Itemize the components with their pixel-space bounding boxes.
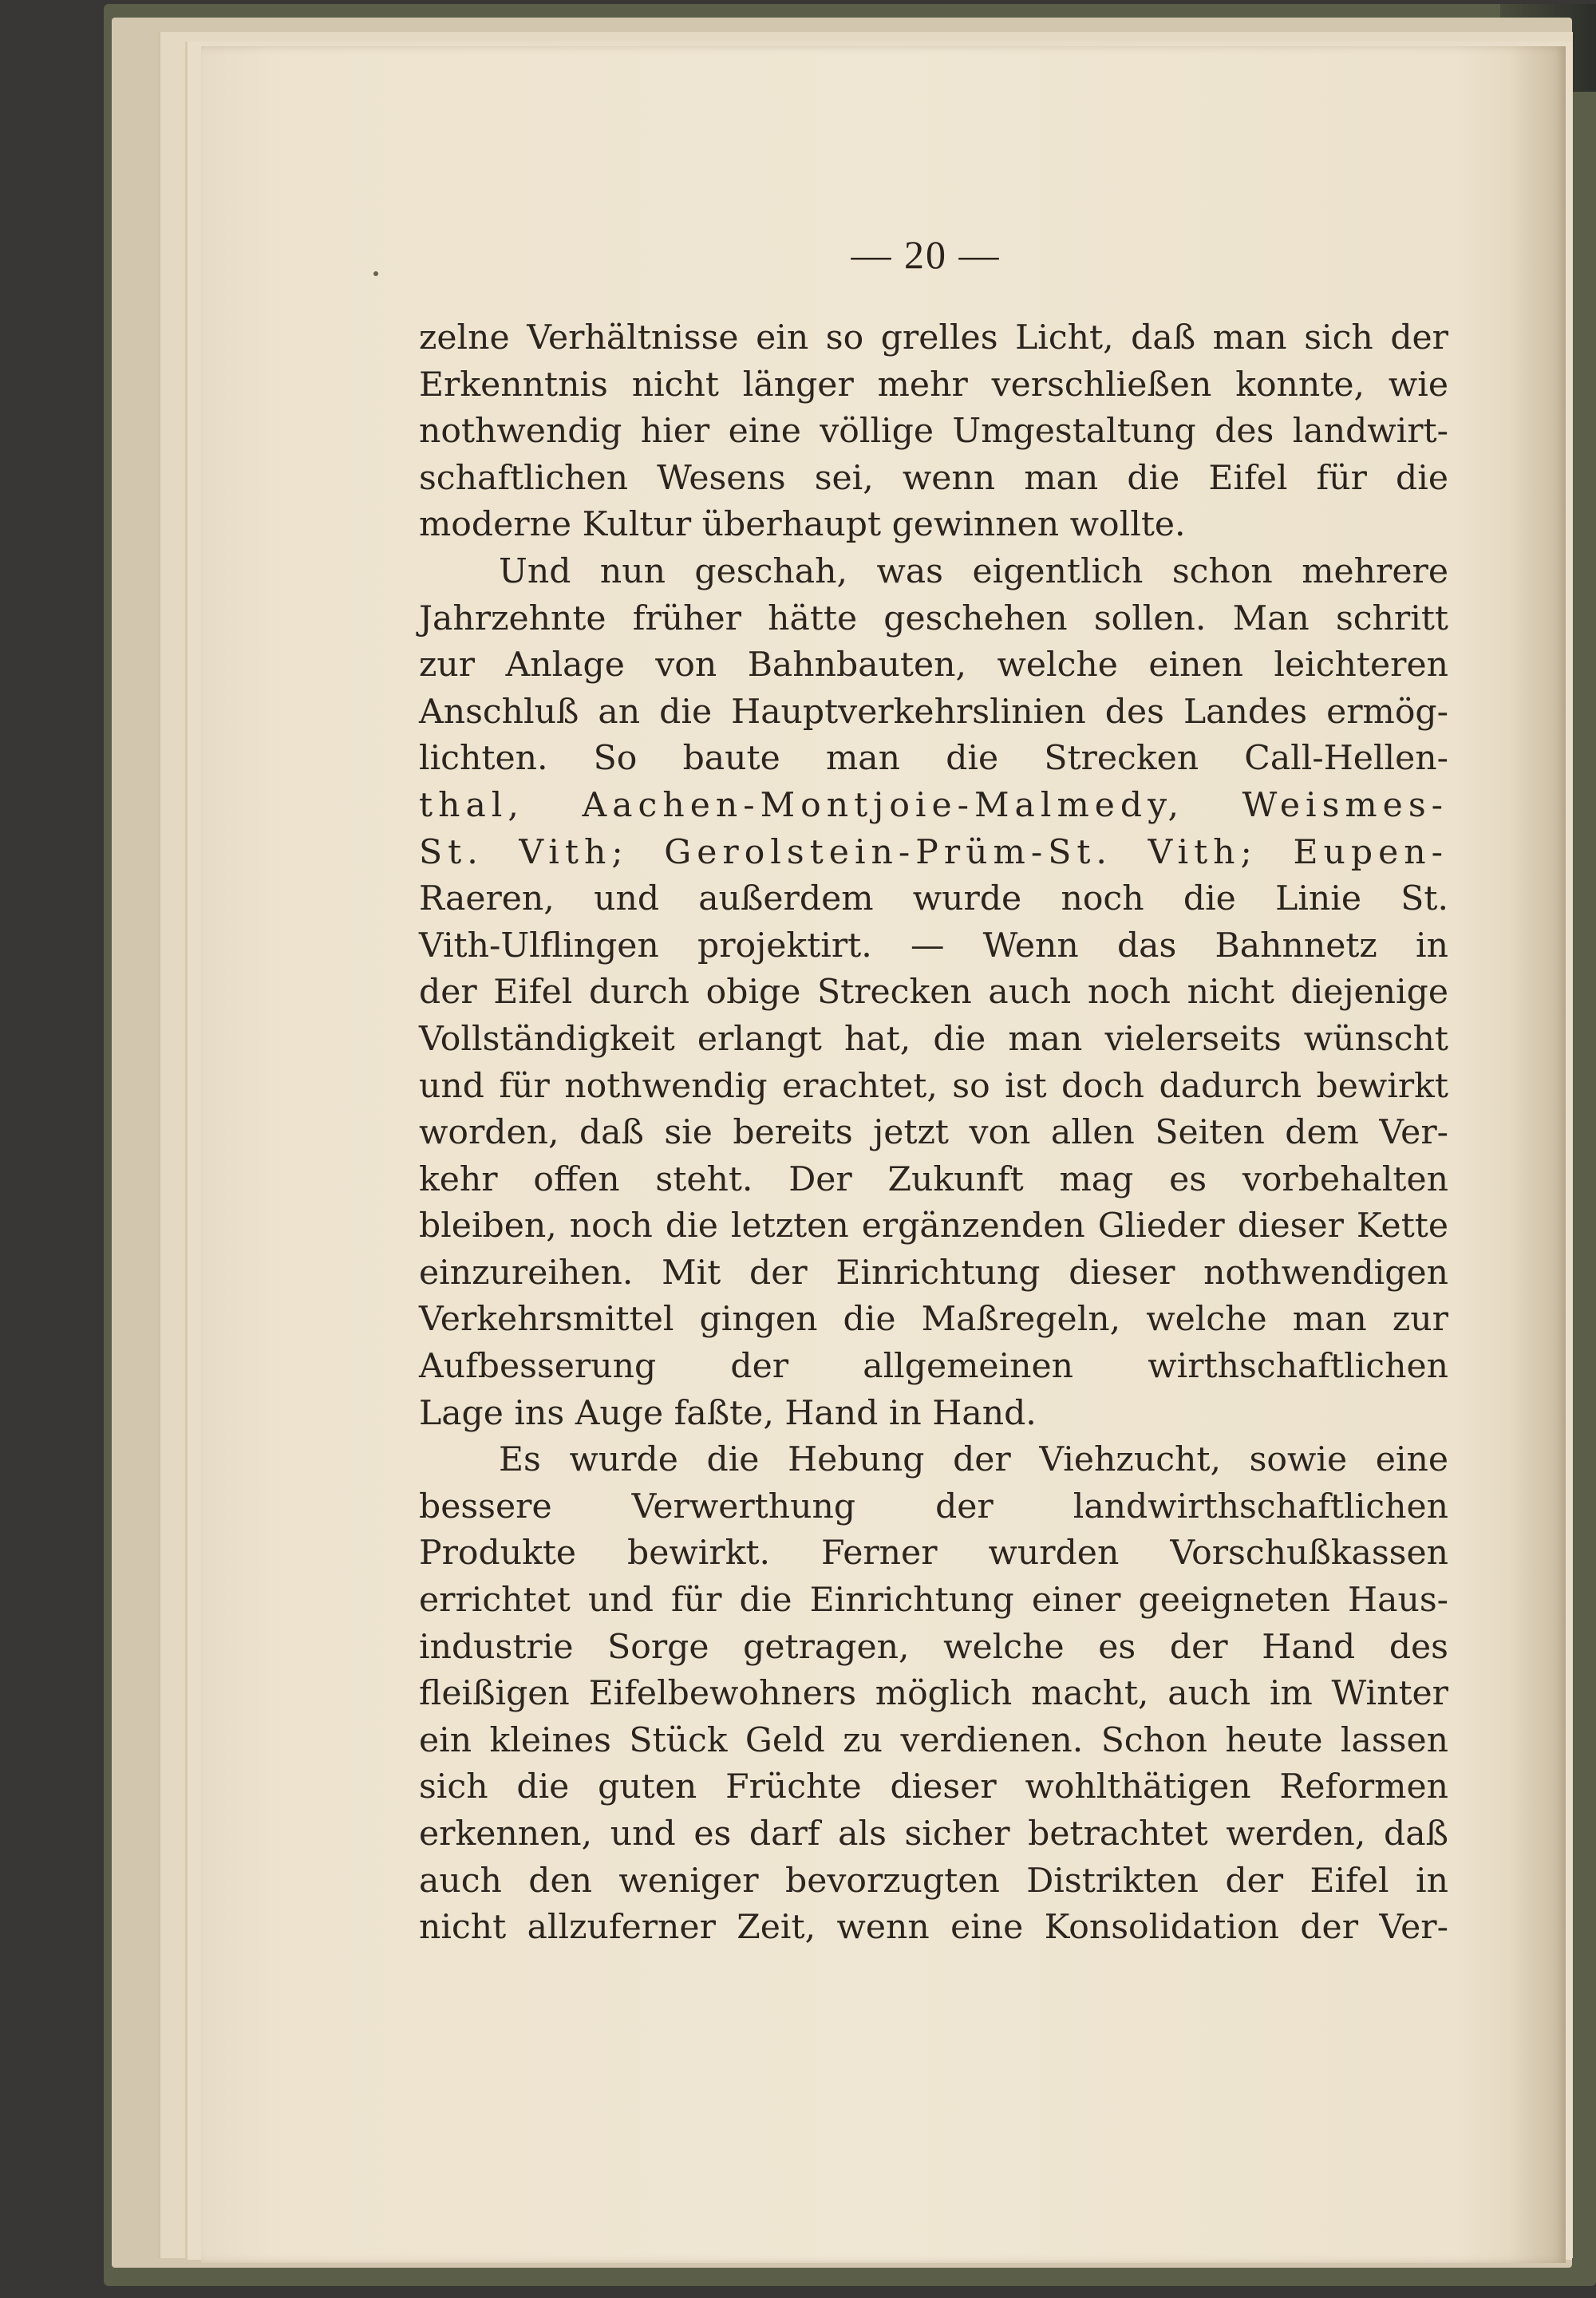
spine-shadow — [1510, 46, 1566, 2263]
text-line: fleißigen Eifelbewohners möglich macht, auch im Winter — [419, 1674, 1448, 1714]
text-line: auch den weniger bevorzugten Distrikten der Eifel in — [419, 1861, 1448, 1901]
text-line: zur Anlage von Bahnbauten, welche einen leichteren — [419, 646, 1448, 685]
paper-speck — [373, 271, 378, 276]
text-line: Verkehrsmittel gingen die Maßregeln, welche man zur — [419, 1300, 1448, 1340]
text-line: kehr offen steht. Der Zukunft mag es vorbehalten — [419, 1159, 1448, 1199]
text-line: errichtet und für die Einrichtung einer geeigneten Haus- — [419, 1581, 1448, 1621]
text-line: industrie Sorge getragen, welche es der Hand des — [419, 1627, 1448, 1667]
text-line: thal, Aachen-Montjoie-Malmedy, Weismes- — [419, 785, 1448, 825]
text-line: Vollständigkeit erlangt hat, die man vielerseits wünscht — [419, 1019, 1448, 1059]
text-line: Anschluß an die Hauptverkehrslinien des Landes ermög- — [419, 692, 1448, 732]
text-line: lichten. So baute man die Strecken Call-Hellen- — [419, 739, 1448, 779]
text-line: nicht allzuferner Zeit, wenn eine Konsolidation der Ver- — [419, 1908, 1448, 1948]
text-line: Aufbesserung der allgemeinen wirthschaftlichen — [419, 1347, 1448, 1387]
page-number: — 20 — — [851, 232, 1001, 277]
text-line: St. Vith; Gerolstein-Prüm-St. Vith; Eupen- — [419, 832, 1448, 872]
text-line: erkennen, und es darf als sicher betrachtet werden, daß — [419, 1814, 1448, 1854]
text-line: der Eifel durch obige Strecken auch noch nicht diejenige — [419, 973, 1448, 1013]
text-line: nothwendig hier eine völlige Umgestaltung des landwirt- — [419, 412, 1448, 452]
text-line: bessere Verwerthung der landwirthschaftlichen — [419, 1487, 1448, 1526]
text-line: und für nothwendig erachtet, so ist doch dadurch bewirkt — [419, 1066, 1448, 1106]
text-line: ein kleines Stück Geld zu verdienen. Schon heute lassen — [419, 1720, 1448, 1760]
text-line: Produkte bewirkt. Ferner wurden Vorschußkassen — [419, 1534, 1448, 1573]
text-line: zelne Verhältnisse ein so grelles Licht, daß man sich der — [419, 318, 1448, 357]
text-line: einzureihen. Mit der Einrichtung dieser nothwendigen — [419, 1253, 1448, 1293]
text-line: Lage ins Auge faßte, Hand in Hand. — [419, 1393, 1037, 1433]
text-line: worden, daß sie bereits jetzt von allen Seiten dem Ver- — [419, 1113, 1448, 1153]
text-line: Raeren, und außerdem wurde noch die Linie St. — [419, 879, 1448, 919]
body-text — [419, 315, 1448, 1952]
text-line: Vith-Ulflingen projektirt. — Wenn das Bahnnetz in — [419, 926, 1448, 965]
paragraph-start-line: Es wurde die Hebung der Viehzucht, sowie eine — [499, 1440, 1448, 1480]
text-line: schaftlichen Wesens sei, wenn man die Eifel für die — [419, 458, 1448, 498]
text-line: Jahrzehnte früher hätte geschehen sollen. Man schritt — [419, 598, 1448, 638]
text-line: Erkenntnis nicht länger mehr verschließen konnte, wie — [419, 365, 1448, 405]
text-line: bleiben, noch die letzten ergänzenden Glieder dieser Kette — [419, 1206, 1448, 1246]
text-line: sich die guten Früchte dieser wohlthätigen Reformen — [419, 1767, 1448, 1807]
text-line: moderne Kultur überhaupt gewinnen wollte. — [419, 505, 1186, 545]
paragraph-start-line: Und nun geschah, was eigentlich schon mehrere — [499, 551, 1448, 591]
